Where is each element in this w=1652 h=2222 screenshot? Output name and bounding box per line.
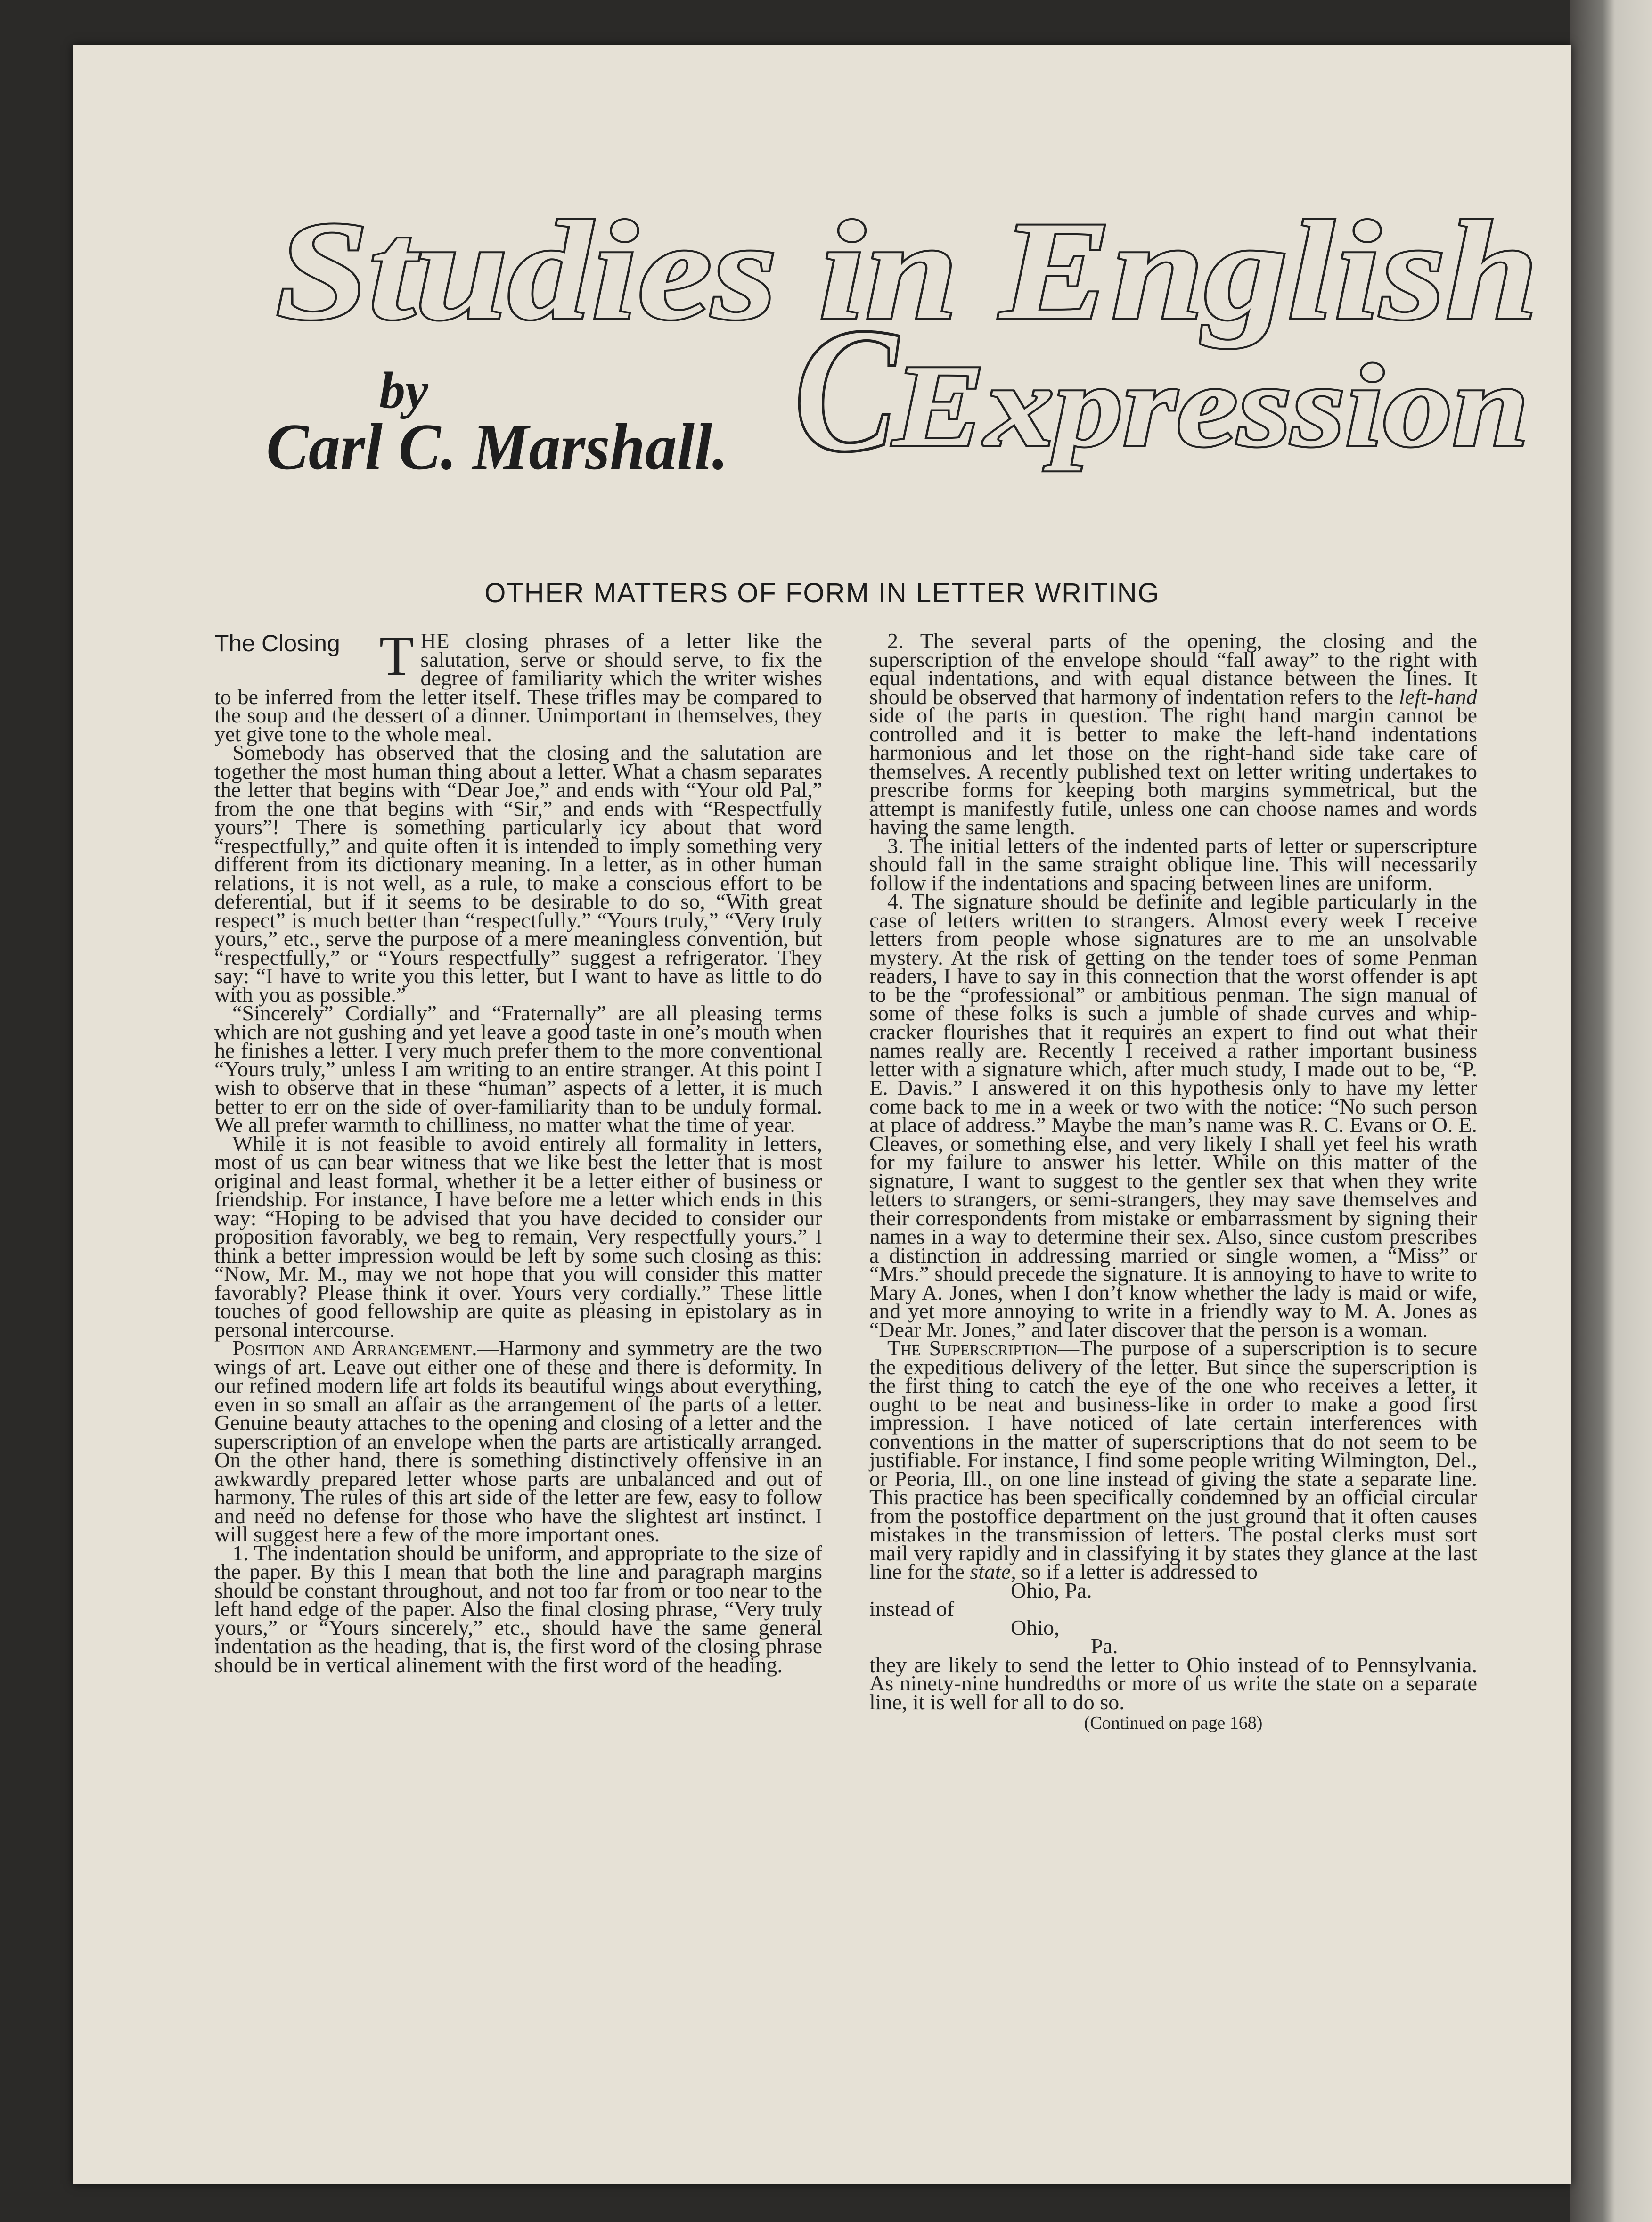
run-in-heading: Position and Arrangement.	[232, 1336, 477, 1360]
paragraph: Somebody has observed that the closing and the salutation are together the most human thing about a letter. What a chasm separates the letter that begins with “Dear Joe,” and ends with “Your old Pal,” from the one that begins with “Sir,” and ends with “Respectfully yours”! There is something particularly icy about that word “respectfully,” and quite often it is intended to imply something very different from its dictionary meaning. In a letter, as in other human relations, it is not well, as a rule, to make a conscious effort to be deferential, but if it seems to be desirable to do so, “With great respect” is much better than “respectfully.” “Yours truly,” “Very truly yours,” etc., serve the purpose of a mere meaningless convention, but “respectfully,” or “Yours respectfully” suggest a refrigerator. They say: “I have to write you this letter, but I want to have as little to do with you as possible.”	[214, 740, 822, 1007]
svg-text:C: C	[794, 291, 901, 489]
right-column	[869, 631, 1477, 1733]
title-line2: Expression	[891, 341, 1529, 471]
paragraph: While it is not feasible to avoid entirely all formality in letters, most of us can bear witness that we like best the letter that is most original and least formal, whether it be a letter either of business or friendship. For instance, I have before me a letter which ends in this way: “Hoping to be advised that you have decided to consider our proposition favorably, we beg to remain, Very respectfully yours.” I think a better impression would be left by some such closing as this: “Now, Mr. M., may we not hope that you will consider this matter favorably? Please think it over. Yours very cordially.” These little touches of good fellowship are quite as pleasing in epistolary as in personal intercourse.	[214, 1131, 822, 1342]
run-in-heading: The Superscription	[887, 1336, 1058, 1360]
title-line1: Studies in English	[276, 192, 1538, 349]
page	[73, 45, 1571, 2184]
address-example: Pa.	[1091, 1634, 1118, 1658]
address-example: Ohio,	[1011, 1615, 1060, 1640]
drop-cap: T	[379, 624, 414, 687]
paragraph: they are likely to send the letter to Ohio instead of to Pennsylvania. As ninety-nine hundredths or more of us write the state on a separate line, it is well for all to do so.	[869, 1652, 1477, 1714]
left-column	[214, 624, 823, 1677]
address-example: Ohio, Pa.	[1011, 1578, 1092, 1602]
closing-paragraph: The Closing T HE closing phrases of a letter like the salutation, serve or should serve, to fix the degree of familiarity which the writer wishes to be inferred from the letter itself. These trifles may be compared to the soup and the dessert of a dinner. Unimportant in themselves, they yet give tone to the whole meal.	[214, 624, 822, 746]
continued-note: (Continued on page 168)	[1084, 1713, 1263, 1733]
paragraph: The Superscription—The purpose of a superscription is to secure the expeditious delivery of the letter. But since the superscription is the first thing to catch the eye of the one who receives a letter, it ought to be neat and business-like in order to make a good first impression. I have noticed of late certain interferences with conventions in the matter of superscriptions that do not seem to be justifiable. For instance, I find some people writing Wilmington, Del., or Peoria, Ill., on one line instead of giving the state a separate line. This practice has been specifically condemned by an official circular from the postoffice department on the just ground that it often causes mistakes in the transmission of letters. The postal clerks must sort mail very rapidly and in classifying it by states they glance at the last line for the state, so if a letter is addressed to	[869, 1336, 1478, 1583]
paragraph: “Sincerely” Cordially” and “Fraternally” are all pleasing terms which are not gushing and yet leave a good taste in one’s mouth when he finishes a letter. I very much prefer them to the more conventional “Yours truly,” unless I am writing to an entire stranger. At this point I wish to observe that in these “human” aspects of a letter, it is much better to err on the side of over-familiarity than to be unduly formal. We all prefer warmth to chilliness, no matter what the time of year.	[214, 1001, 822, 1137]
side-heading: The Closing	[214, 630, 340, 656]
adjacent-page-edge	[1570, 0, 1652, 2222]
article-heading: OTHER MATTERS OF FORM IN LETTER WRITING	[484, 578, 1160, 608]
paragraph: 3. The initial letters of the indented parts of letter or superscripture should fall in the same straight oblique line. This will necessarily follow if the indentations and spacing between lines are uniform.	[869, 833, 1477, 895]
title-lettering	[266, 177, 1548, 554]
byline-by: by	[379, 361, 428, 419]
paragraph: 1. The indentation should be uniform, and appropriate to the size of the paper. By this I mean that both the line and paragraph margins should be constant throughout, and not too far from or too near to the left hand edge of the paper. Also the final closing phrase, “Very truly yours,” or “Yours sincerely,” etc., should have the same general indentation as the heading, that is, the first word of the closing phrase should be in vertical alinement with the first word of the heading.	[214, 1541, 822, 1677]
paragraph: 4. The signature should be definite and legible particularly in the case of letters written to strangers. Almost every week I receive letters from people whose signatures are to me an unsolvable mystery. At the risk of getting on the tender toes of some Penman readers, I have to say in this connection that the worst offender is apt to be the “professional” or ambitious penman. The sign manual of some of these folks is such a jumble of shade curves and whip-cracker flourishes that it requires an expert to find out what their names really are. Recently I received a rather important business letter with a signature which, after much study, I made out to be, “P. E. Davis.” I answered it on this hypothesis only to have my letter come back to me in a week or two with the notice: “No such person at place of address.” Maybe the man’s name was R. C. Evans or O. E. Cleaves, or something else, and very likely I shall yet feel his wrath for my failure to answer his letter. While on this matter of the signature, I want to suggest to the gentler sex that when they write letters to strangers, or semi-strangers, they may save themselves and their correspondents from mistake or embarrassment by signing their names in a way to determine their sex. Also, since custom prescribes a distinction in addressing married or single women, a “Miss” or “Mrs.” should precede the signature. It is annoying to have to write to Mary A. Jones, when I don’t know whether the lady is maid or wife, and yet more annoying to write in a friendly way to M. A. Jones as “Dear Mr. Jones,” and later discover that the person is a woman.	[869, 889, 1477, 1342]
byline-name: Carl C. Marshall.	[266, 410, 728, 484]
paragraph: Position and Arrangement.—Harmony and symmetry are the two wings of art. Leave out either one of these and there is deformity. In our refined modern life art folds its beautiful wings about everything, even in so small an affair as the arrangement of the parts of a letter. Genuine beauty attaches to the opening and closing of a letter and the superscription of an envelope when the parts are artistically arranged. On the other hand, there is something distinctively offensive in an awkwardly prepared letter whose parts are unbalanced and out of harmony. The rules of this art side of the letter are few, easy to follow and need no defense for those who have the slightest art instinct. I will suggest here a few of the more important ones.	[214, 1336, 823, 1546]
paragraph: 2. The several parts of the opening, the closing and the superscription of the envelope should “fall away” to the right with equal indentations, and with equal distance between the lines. It should be observed that harmony of indentation refers to the left-hand side of the parts in question. The right hand margin cannot be controlled and it is better to make the left-hand indentations harmonious and let those on the right-hand side take care of themselves. A recently published text on letter writing undertakes to prescribe forms for keeping both margins symmetrical, but the attempt is manifestly futile, unless one can choose names and words having the same length.	[869, 629, 1477, 839]
text-line: instead of	[869, 1597, 955, 1621]
